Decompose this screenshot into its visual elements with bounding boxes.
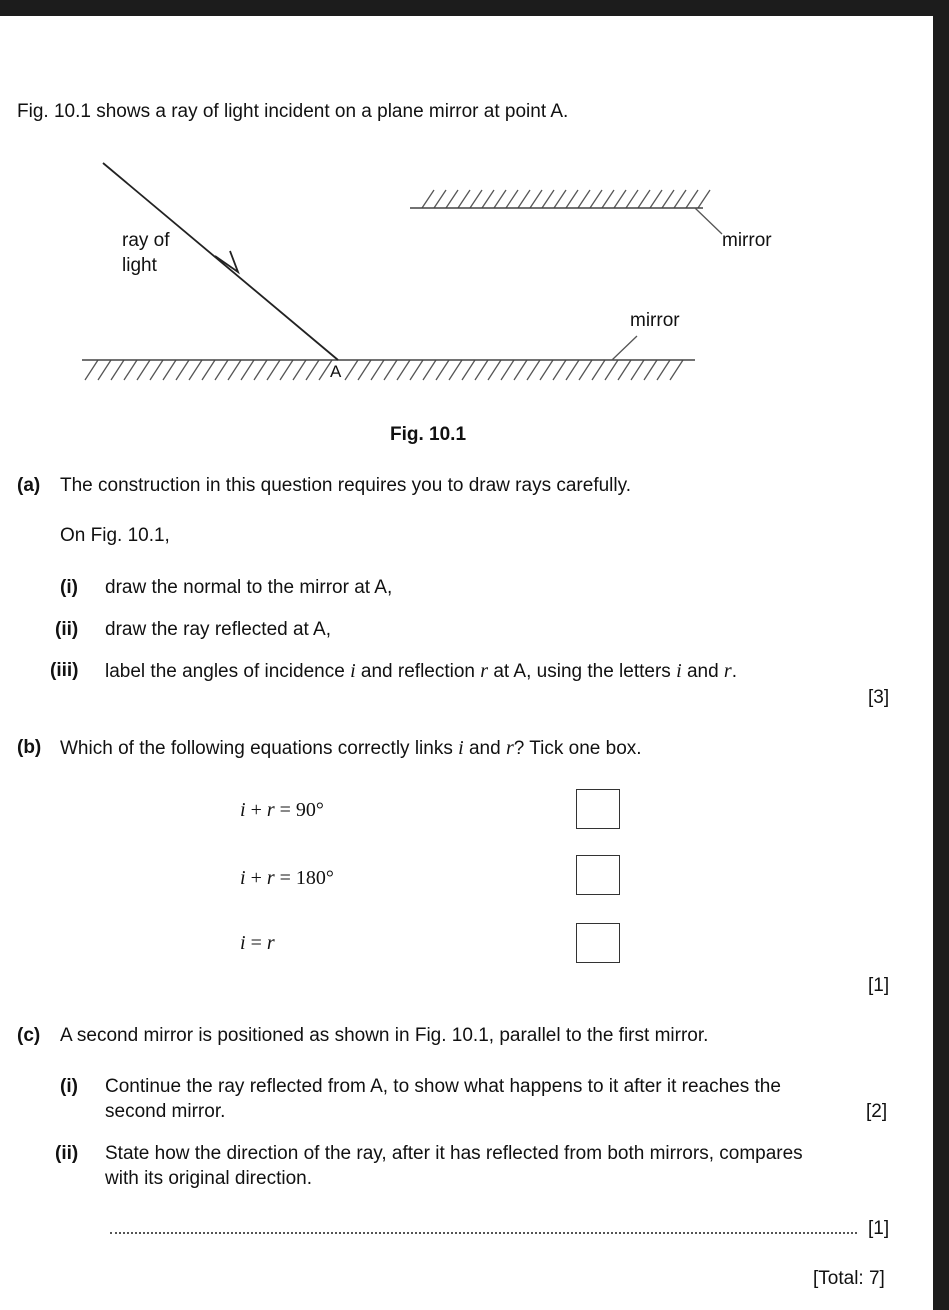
mirror-top-label: mirror bbox=[722, 230, 772, 251]
mirror-bottom-leader bbox=[612, 336, 637, 360]
figure-diagram bbox=[0, 0, 949, 400]
part-b-text: Which of the following equations correctly links i and r? Tick one box. bbox=[60, 737, 642, 759]
part-c-i-marks: [2] bbox=[866, 1101, 888, 1122]
part-a-i-label: (i) bbox=[60, 577, 78, 598]
part-c-i-line2: second mirror. bbox=[105, 1101, 226, 1122]
mirror-bottom-hatching bbox=[85, 360, 683, 380]
total-marks: [Total: 7] bbox=[813, 1268, 885, 1289]
ray-arrowhead bbox=[215, 251, 238, 272]
mirror-bottom-label: mirror bbox=[630, 310, 680, 331]
ray-label-line2: light bbox=[122, 255, 157, 276]
part-c-i-line1: Continue the ray reflected from A, to show what happens to it after it reaches the bbox=[105, 1076, 781, 1097]
tick-box-sum-180[interactable] bbox=[576, 855, 620, 895]
equation-sum-90: i + r = 90° bbox=[240, 799, 324, 821]
part-b-marks: [1] bbox=[868, 975, 890, 996]
part-b-label: (b) bbox=[17, 737, 42, 758]
part-c-label: (c) bbox=[17, 1025, 41, 1046]
part-c-ii-label: (ii) bbox=[55, 1143, 79, 1164]
equation-sum-180: i + r = 180° bbox=[240, 867, 334, 889]
point-a-label: A bbox=[330, 362, 342, 381]
intro-text: Fig. 10.1 shows a ray of light incident on a plane mirror at point A. bbox=[17, 101, 569, 122]
tick-box-sum-90[interactable] bbox=[576, 789, 620, 829]
part-a-ii-label: (ii) bbox=[55, 619, 79, 640]
ray-label-line1: ray of bbox=[122, 230, 170, 251]
mirror-top-leader bbox=[695, 208, 722, 234]
figure-caption: Fig. 10.1 bbox=[390, 424, 467, 445]
tick-box-i-equals-r[interactable] bbox=[576, 923, 620, 963]
part-c-ii-marks: [1] bbox=[868, 1218, 890, 1239]
answer-line[interactable] bbox=[110, 1232, 857, 1234]
part-a-text: The construction in this question requires you to draw rays carefully. bbox=[60, 475, 631, 496]
part-c-ii-line2: with its original direction. bbox=[105, 1168, 312, 1189]
part-a-on-fig: On Fig. 10.1, bbox=[60, 525, 170, 546]
mirror-top-hatching bbox=[422, 190, 710, 208]
part-a-iii-text: label the angles of incidence i and reflection r at A, using the letters i and r. bbox=[105, 660, 737, 682]
equation-i-equals-r: i = r bbox=[240, 932, 275, 954]
part-c-text: A second mirror is positioned as shown in Fig. 10.1, parallel to the first mirror. bbox=[60, 1025, 709, 1046]
part-a-label: (a) bbox=[17, 475, 41, 496]
part-a-i-text: draw the normal to the mirror at A, bbox=[105, 577, 393, 598]
part-a-iii-label: (iii) bbox=[50, 660, 79, 681]
part-c-i-label: (i) bbox=[60, 1076, 78, 1097]
part-c-ii-line1: State how the direction of the ray, after it has reflected from both mirrors, compares bbox=[105, 1143, 803, 1164]
part-a-marks: [3] bbox=[868, 687, 890, 708]
part-a-ii-text: draw the ray reflected at A, bbox=[105, 619, 332, 640]
